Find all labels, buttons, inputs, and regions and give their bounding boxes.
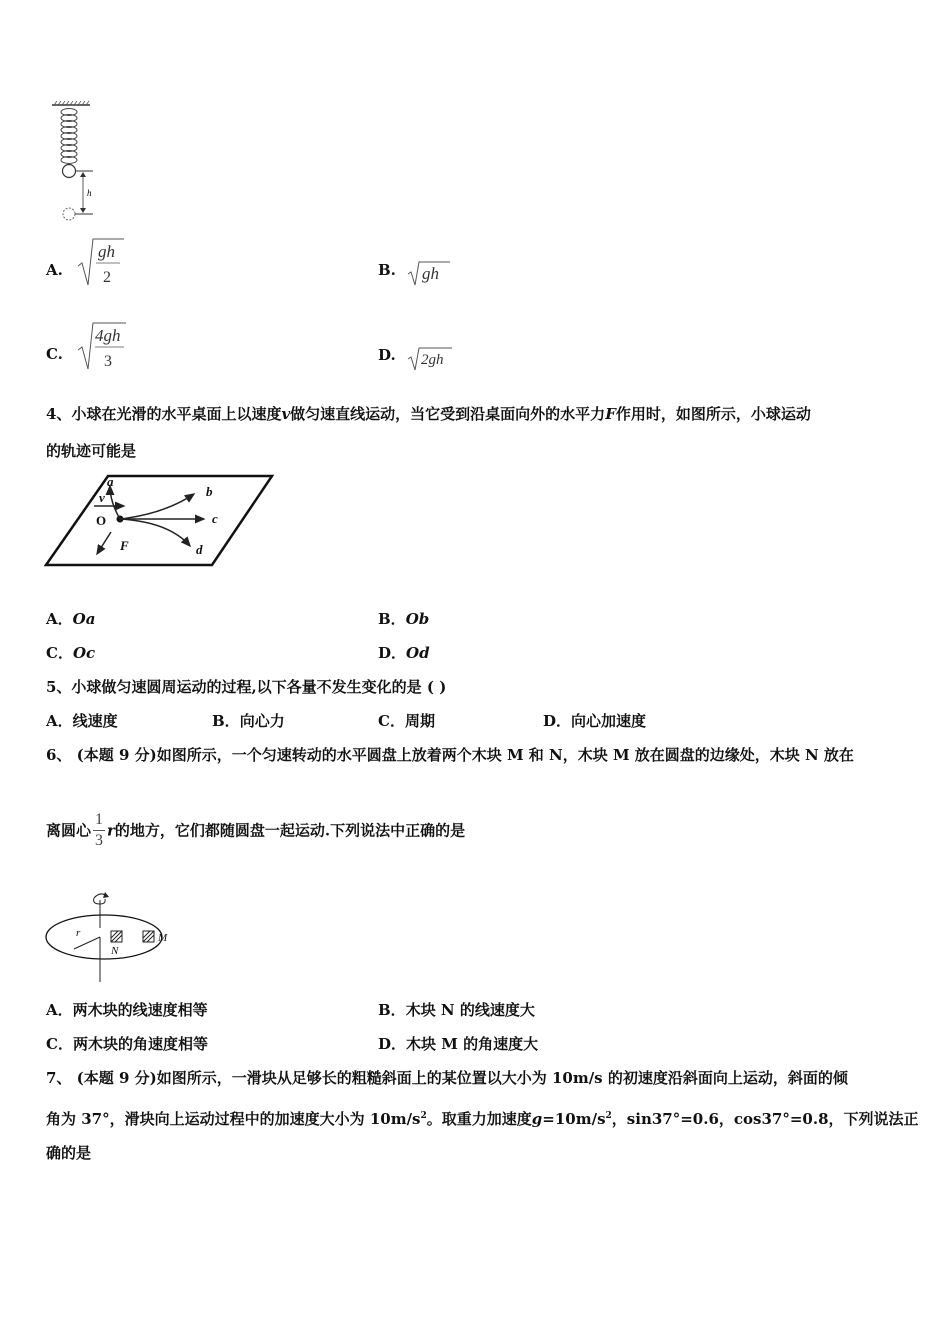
- q7-text-a: 角为 37°，滑块向上运动过程中的加速度大小为 10m/s: [46, 1110, 421, 1128]
- q3-option-c-sqrt: [76, 320, 128, 372]
- q4-option-c-text: Oc: [72, 644, 96, 662]
- q5-option-a[interactable]: [46, 711, 118, 731]
- q6-option-a-text: 两木块的线速度相等: [72, 1001, 208, 1019]
- q6-text-b: 的地方，它们都随圆盘一起运动.下列说法中正确的是: [114, 821, 466, 840]
- fig-label-c: c: [212, 511, 218, 526]
- fig-label-v: v: [99, 490, 105, 505]
- q4-var-f: F: [605, 405, 616, 423]
- q4-option-c-label: C．: [46, 644, 73, 662]
- q4-text-c: 作用时，如图所示，小球运动: [615, 405, 811, 423]
- q4-option-d[interactable]: [378, 643, 430, 663]
- q4-option-b-label: B．: [378, 610, 406, 628]
- fig-label-f: F: [120, 538, 129, 553]
- q7-text-c: =10m/s: [542, 1110, 606, 1128]
- fig-label-a: a: [107, 474, 114, 489]
- q4-option-a-text: Oa: [72, 610, 96, 628]
- q6-option-a[interactable]: [46, 1000, 208, 1020]
- q4-option-b-text: Ob: [405, 610, 430, 628]
- q6-option-b[interactable]: [378, 1000, 535, 1020]
- q3-c-den: 3: [104, 353, 112, 370]
- q5-option-c[interactable]: [378, 711, 435, 731]
- q3-d-expr: 2gh: [421, 352, 444, 368]
- q6-var-r: r: [107, 821, 115, 840]
- q6-option-d[interactable]: [378, 1034, 538, 1054]
- q6-fraction: [93, 810, 105, 851]
- q4-text-a: 小球在光滑的水平桌面上以速度: [71, 405, 282, 423]
- q6-stem-line1: 6、 (本题 9 分)如图所示，一个匀速转动的水平圆盘上放着两个木块 M 和 N，木块 M 放在圆盘的边缘处，木块 N 放在: [46, 746, 854, 764]
- q4-option-d-text: Od: [406, 644, 430, 662]
- q6-stem-line2: [46, 810, 465, 851]
- q5-stem: 5、小球做匀速圆周运动的过程,以下各量不发生变化的是 ( ): [46, 678, 447, 696]
- disk-figure: [44, 888, 184, 984]
- q4-option-d-label: D．: [378, 644, 407, 662]
- q7-var-g: g: [531, 1110, 543, 1128]
- q5-option-b[interactable]: [212, 711, 285, 731]
- q7-text-b: 。取重力加速度: [426, 1110, 532, 1128]
- q4-option-b[interactable]: [378, 609, 429, 629]
- q6-option-c-text: 两木块的角速度相等: [72, 1035, 208, 1053]
- q3-c-num: 4gh: [95, 326, 121, 345]
- q5-option-b-text: 向心力: [239, 712, 285, 730]
- q5-option-c-text: 周期: [404, 712, 435, 730]
- spring-figure: [48, 100, 108, 225]
- q6-option-b-label: B．: [378, 1001, 406, 1019]
- fig-label-b: b: [206, 484, 213, 499]
- trajectory-figure: [44, 472, 276, 568]
- q7-sup-2: 2: [605, 1111, 612, 1121]
- disk-label-r: r: [76, 927, 81, 939]
- disk-label-n: N: [111, 945, 119, 957]
- q5-option-d[interactable]: [543, 711, 646, 731]
- q3-option-c-label: C.: [46, 345, 63, 363]
- q5-option-b-label: B．: [212, 712, 240, 730]
- q4-option-a-label: A．: [46, 610, 73, 628]
- q3-option-d-label: D.: [378, 346, 396, 364]
- q4-stem-line1: [46, 404, 811, 424]
- q3-option-b-sqrt: [406, 258, 454, 288]
- q6-text-a: 离圆心: [46, 821, 92, 840]
- q5-option-d-label: D．: [543, 712, 572, 730]
- q3-option-d-sqrt: [406, 343, 456, 373]
- q5-option-a-text: 线速度: [72, 712, 118, 730]
- q4-option-c[interactable]: [46, 643, 95, 663]
- q7-stem-line3: 确的是: [46, 1144, 92, 1162]
- q6-option-d-label: D．: [378, 1035, 407, 1053]
- q4-text-b: 做匀速直线运动，当它受到沿桌面向外的水平力: [290, 405, 606, 423]
- q3-a-den: 2: [103, 269, 111, 286]
- h-label: h: [87, 188, 92, 198]
- q5-option-a-label: A．: [46, 712, 73, 730]
- q7-text-d: ，sin37°=0.6，cos37°=0.8，下列说法正: [611, 1110, 919, 1128]
- q5-option-d-text: 向心加速度: [571, 712, 647, 730]
- q3-a-num: gh: [98, 242, 115, 261]
- q6-frac-num: 1: [95, 811, 104, 828]
- q3-option-a-label: A.: [46, 261, 63, 279]
- q7-stem-line2: [46, 1106, 919, 1129]
- q4-stem-line2: 的轨迹可能是: [46, 442, 137, 460]
- fig-label-o: O: [96, 513, 107, 528]
- q6-option-c-label: C．: [46, 1035, 73, 1053]
- disk-label-m: M: [158, 932, 168, 944]
- q4-var-v: v: [281, 405, 291, 423]
- q6-option-a-label: A．: [46, 1001, 73, 1019]
- fig-label-d: d: [196, 542, 203, 557]
- q3-b-expr: gh: [422, 264, 439, 283]
- q6-option-b-text: 木块 N 的线速度大: [405, 1001, 535, 1019]
- q4-number: 4、: [46, 405, 72, 423]
- q3-option-a-sqrt: [76, 236, 126, 288]
- q7-stem-line1: 7、 (本题 9 分)如图所示，一滑块从足够长的粗糙斜面上的某位置以大小为 10m/s 的初速度沿斜面向上运动，斜面的倾: [46, 1069, 848, 1087]
- q6-option-c[interactable]: [46, 1034, 208, 1054]
- q3-option-b-label: B.: [378, 261, 396, 279]
- q6-frac-den: 3: [95, 832, 104, 849]
- q4-option-a[interactable]: [46, 609, 95, 629]
- q6-option-d-text: 木块 M 的角速度大: [406, 1035, 539, 1053]
- q7-sup-1: 2: [420, 1111, 427, 1121]
- q5-option-c-label: C．: [378, 712, 405, 730]
